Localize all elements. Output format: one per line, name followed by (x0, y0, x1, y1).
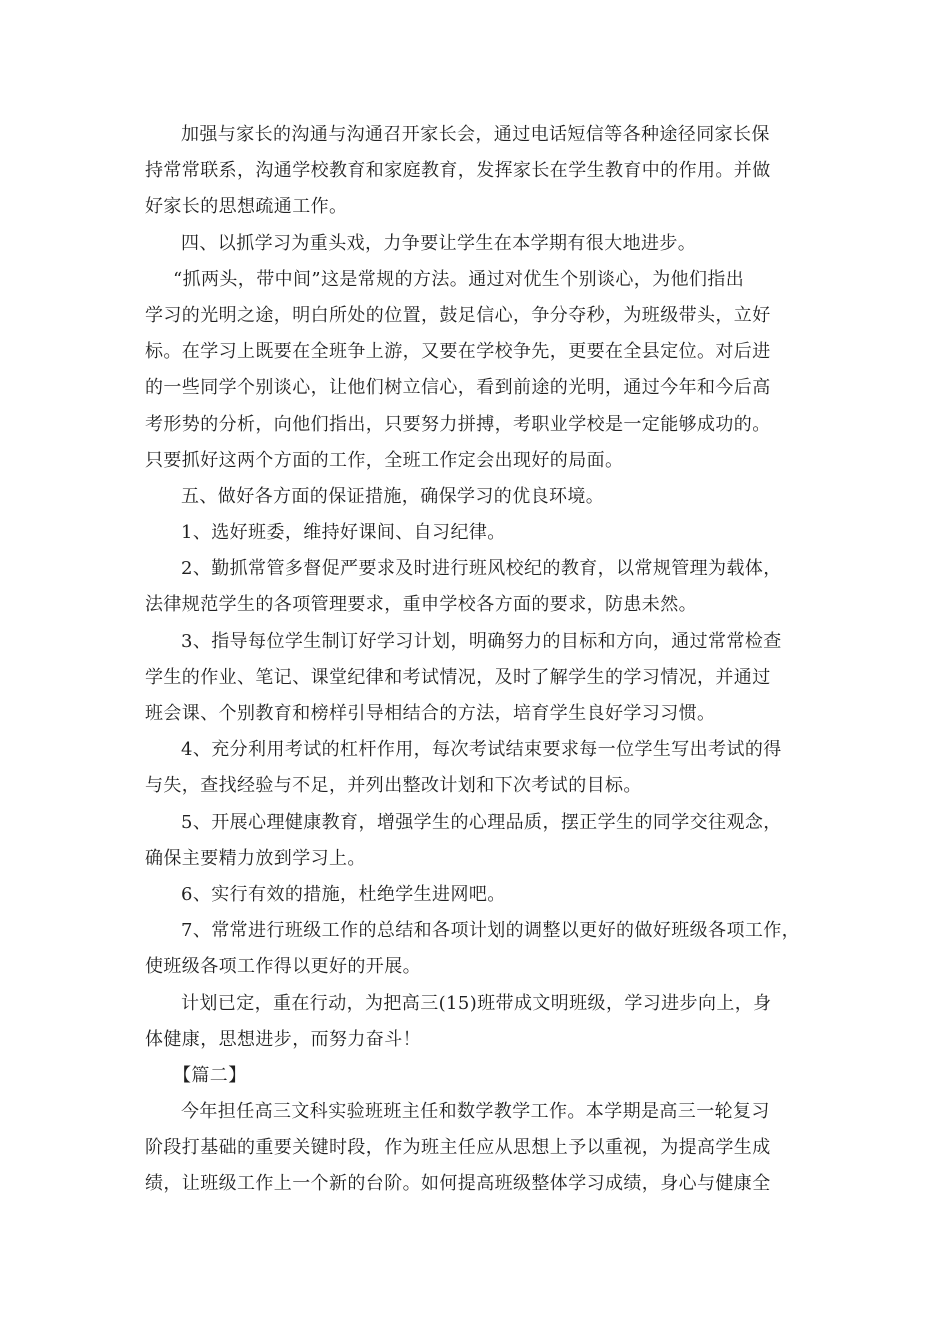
text-line: 考形势的分析，向他们指出，只要努力拼搏，考职业学校是一定能够成功的。 (145, 413, 771, 435)
text-line: 加强与家长的沟通与沟通召开家长会，通过电话短信等各种途径同家长保 (181, 124, 770, 145)
text-line: 好家长的思想疏通工作。 (145, 196, 348, 218)
section-heading: 四、以抓学习为重头戏，力争要让学生在本学期有很大地进步。 (181, 232, 697, 254)
text-line: 法律规范学生的各项管理要求，重申学校各方面的要求，防患未然。 (145, 594, 697, 616)
text-line: 只要抓好这两个方面的工作，全班工作定会出现好的局面。 (145, 449, 624, 471)
list-item: 6、实行有效的措施，杜绝学生进网吧。 (181, 883, 506, 905)
list-item: 7、常常进行班级工作的总结和各项计划的调整以更好的做好班级各项工作， (181, 920, 801, 942)
document-body (145, 117, 825, 1203)
text-line: 体健康，思想进步，而努力奋斗！ (145, 1028, 421, 1050)
text-line: 使班级各项工作得以更好的开展。 (145, 956, 421, 978)
list-item: 5、开展心理健康教育，增强学生的心理品质，摆正学生的同学交往观念， (181, 811, 782, 833)
text-line: 的一些同学个别谈心，让他们树立信心，看到前途的光明，通过今年和今后高 (145, 377, 771, 399)
text-line: 今年担任高三文科实验班班主任和数学教学工作。本学期是高三一轮复习 (181, 1101, 770, 1123)
text-line: 绩，让班级工作上一个新的台阶。如何提高班级整体学习成绩，身心与健康全 (145, 1173, 771, 1195)
text-line: “抓两头，带中间”这是常规的方法。通过对优生个别谈心，为他们指出 (173, 268, 745, 290)
list-item: 1、选好班委，维持好课间、自习纪律。 (181, 522, 506, 544)
text-line: 持常常联系，沟通学校教育和家庭教育，发挥家长在学生教育中的作用。并做 (145, 160, 771, 182)
text-line: 阶段打基础的重要关键时段，作为班主任应从思想上予以重视，为提高学生成 (145, 1137, 771, 1159)
list-item: 3、指导每位学生制订好学习计划，明确努力的目标和方向，通过常常检查 (181, 630, 782, 652)
list-item: 2、勤抓常管多督促严要求及时进行班风校纪的教育，以常规管理为载体， (181, 558, 782, 580)
section-heading: 五、做好各方面的保证措施，确保学习的优良环境。 (181, 485, 605, 507)
text-line: 班会课、个别教育和榜样引导相结合的方法，培育学生良好学习习惯。 (145, 703, 716, 724)
list-item: 4、充分利用考试的杠杆作用，每次考试结束要求每一位学生写出考试的得 (181, 739, 782, 761)
text-line: 确保主要精力放到学习上。 (145, 847, 366, 869)
text-line: 学习的光明之途，明白所处的位置，鼓足信心，争分夺秒，为班级带头，立好 (145, 304, 771, 326)
text-line: 学生的作业、笔记、课堂纪律和考试情况，及时了解学生的学习情况，并通过 (145, 666, 771, 688)
section-title: 【篇二】 (173, 1064, 247, 1086)
text-line: 与失，查找经验与不足，并列出整改计划和下次考试的目标。 (145, 775, 642, 797)
text-line: 计划已定，重在行动，为把高三(15)班带成文明班级，学习进步向上，身 (181, 992, 772, 1014)
text-line: 标。在学习上既要在全班争上游，又要在学校争先，更要在全县定位。对后进 (145, 341, 771, 363)
